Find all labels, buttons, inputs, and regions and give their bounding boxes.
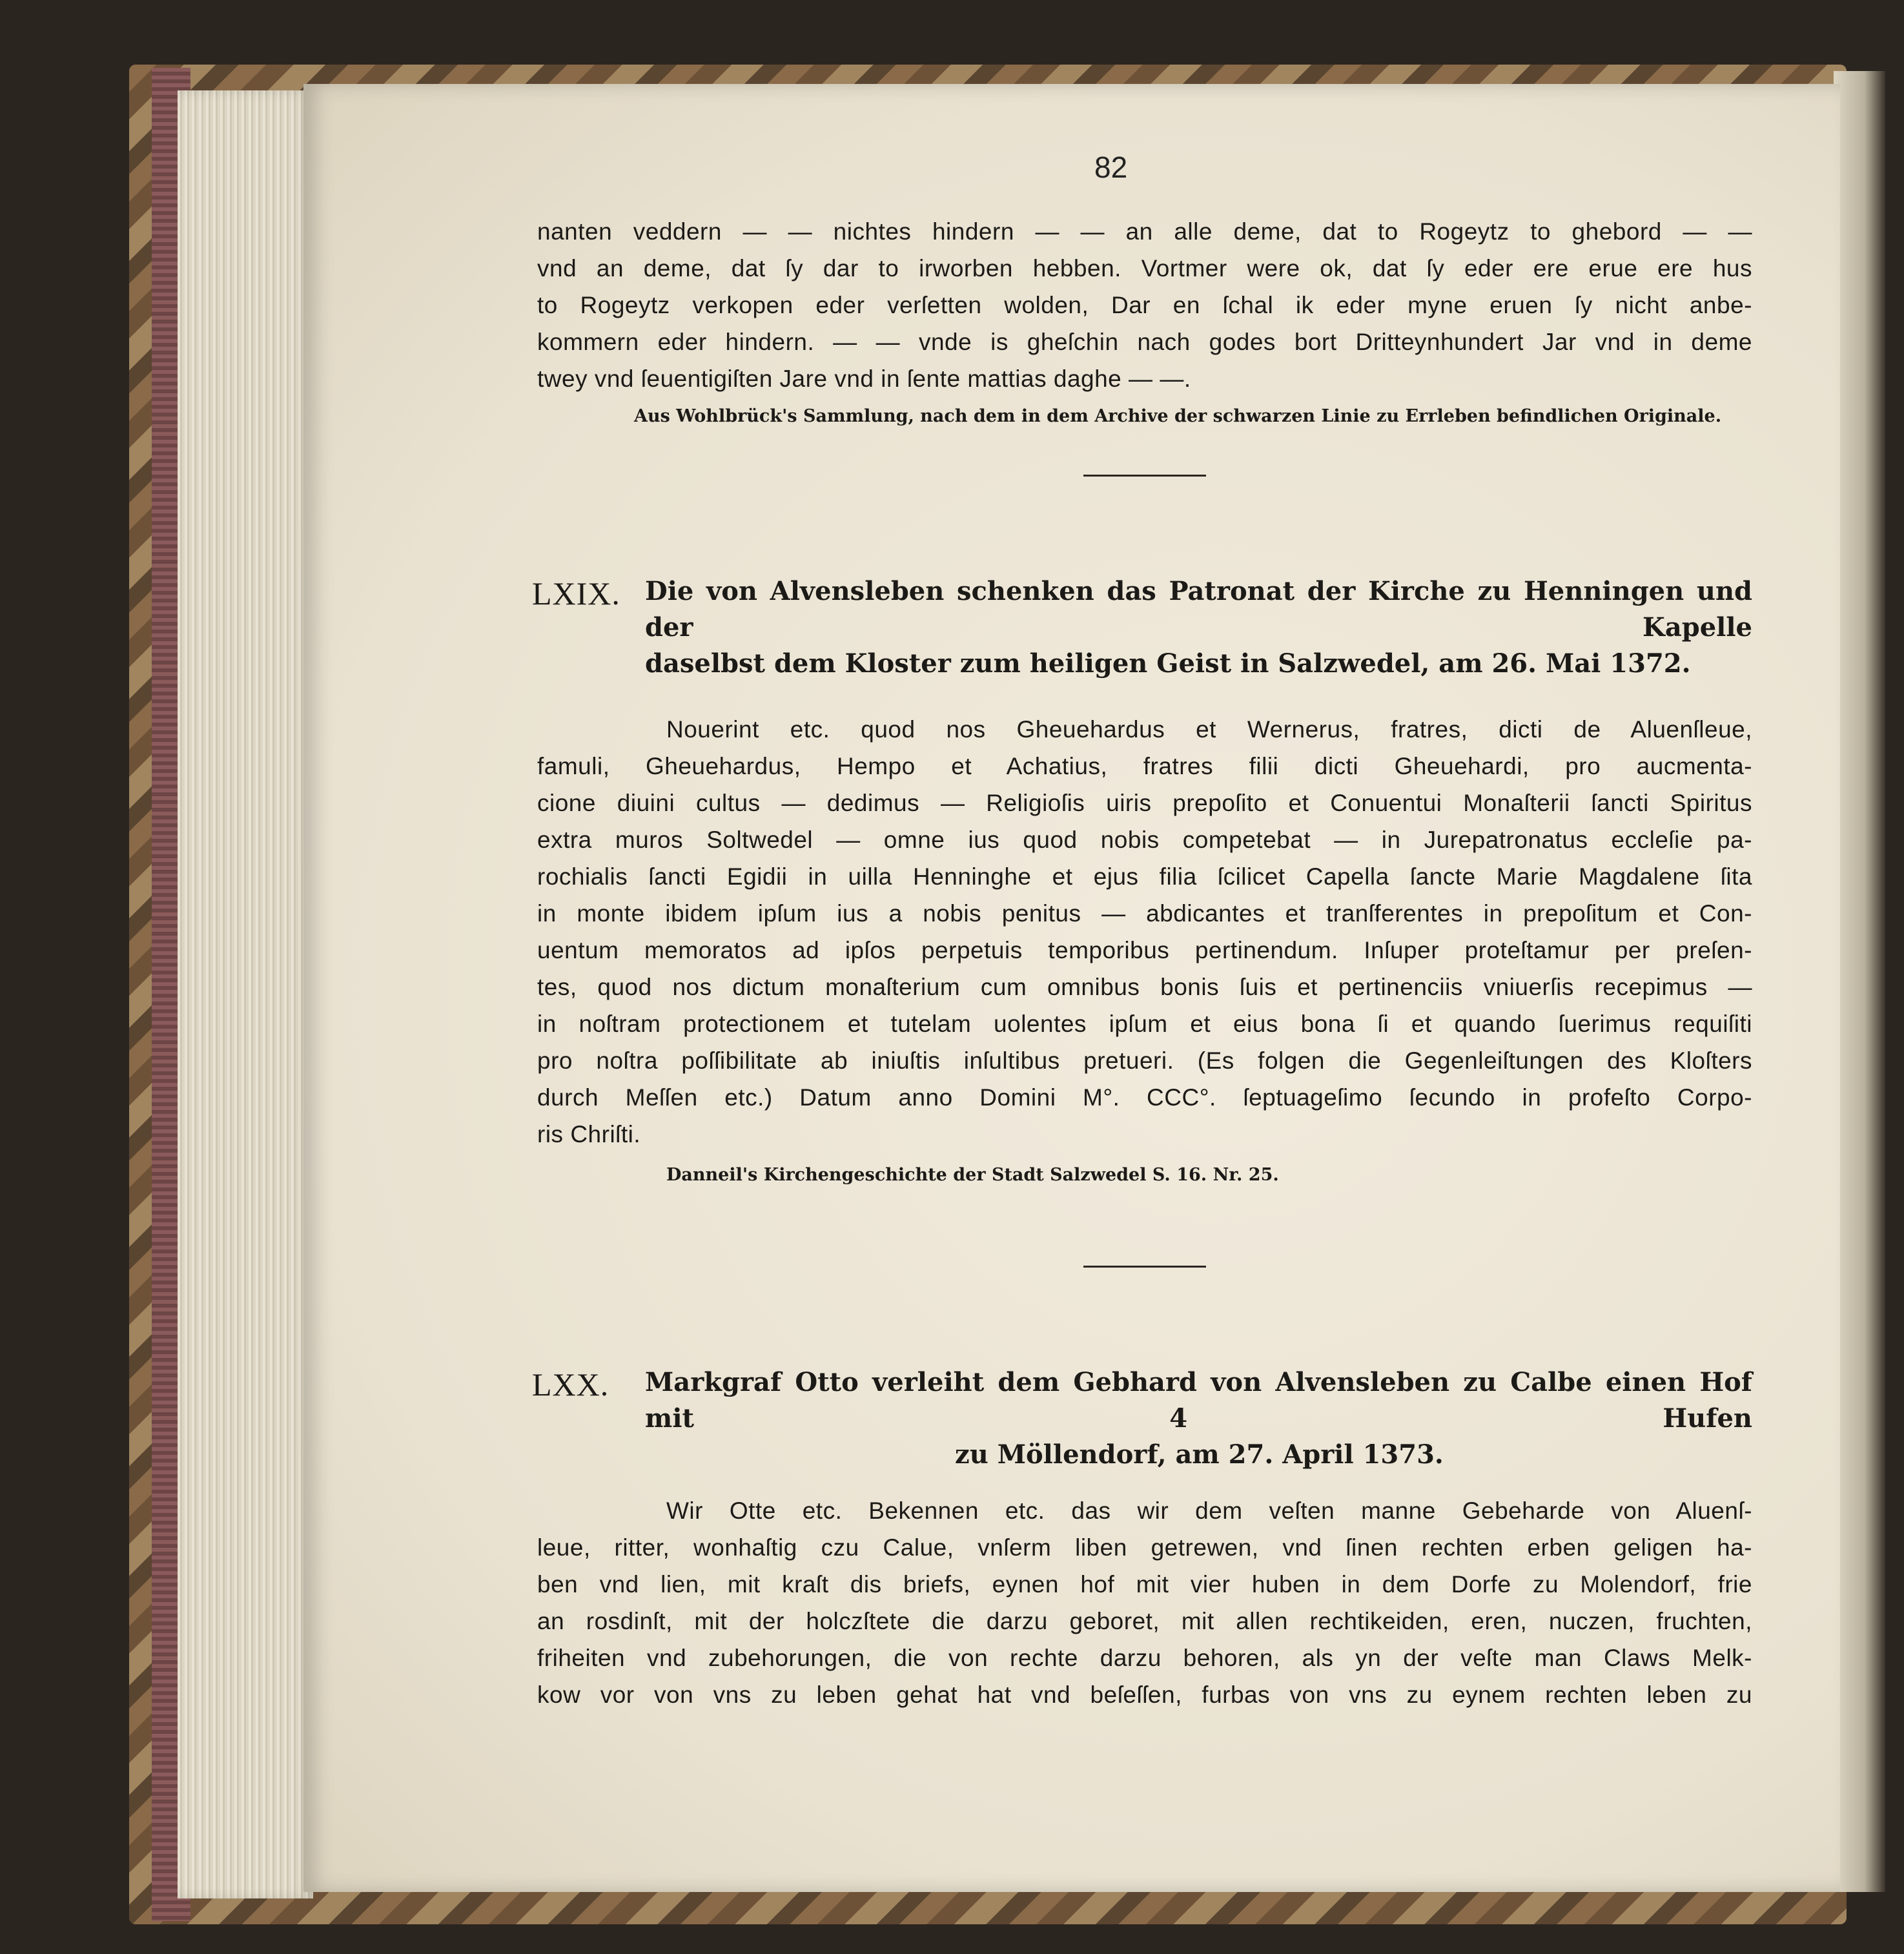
text-line: durch Meſſen etc.) Datum anno Domini M°. CCC°. ſeptuageſimo ſecundo in profeſto Corpo- bbox=[537, 1084, 1752, 1111]
document-number: LXX. bbox=[532, 1366, 609, 1403]
text-line: in noſtram protectionem et tutelam uolentes ipſum et eius bona ſi et quando ſuerimus requiſiti bbox=[537, 1011, 1752, 1037]
source-citation: Danneil's Kirchengeschichte der Stadt Salzwedel S. 16. Nr. 25. bbox=[666, 1165, 1279, 1185]
text-line: tes, quod nos dictum monaſterium cum omnibus bonis ſuis et pertinenciis vniuerſis recepimus — bbox=[537, 974, 1752, 1000]
document-heading-lxix bbox=[532, 573, 1752, 682]
text-line: friheiten vnd zubehorungen, die von rechte darzu behoren, als yn der veſte man Claws Melk- bbox=[537, 1645, 1752, 1671]
text-line: to Rogeytz verkopen eder verſetten wolden, Dar en ſchal ik eder myne eruen ſy nicht anbe- bbox=[537, 292, 1752, 318]
title-line: daselbst dem Kloster zum heiligen Geist in Salzwedel, am 26. Mai 1372. bbox=[645, 648, 1691, 679]
text-line: twey vnd ſeuentigiſten Jare vnd in ſente mattias daghe — —. bbox=[537, 365, 1191, 392]
text-line: ris Chriſti. bbox=[537, 1121, 641, 1147]
text-line: kow vor von vns zu leben gehat hat vnd beſeſſen, furbas von vns zu eynem rechten leben zu bbox=[537, 1681, 1752, 1708]
title-line: Markgraf Otto verleiht dem Gebhard von Alvensleben zu Calbe einen Hof mit 4 Hufen bbox=[645, 1367, 1752, 1434]
text-line: an rosdinſt, mit der holczſtete die darzu geboret, mit allen rechtikeiden, eren, nuczen, fruchten, bbox=[537, 1608, 1752, 1634]
document-title bbox=[645, 573, 1752, 682]
text-line: vnd an deme, dat ſy dar to irworben hebben. Vortmer were ok, dat ſy eder ere erue ere hus bbox=[537, 255, 1752, 282]
page-content bbox=[532, 213, 1752, 1713]
document-heading-lxx bbox=[532, 1364, 1752, 1473]
document-number: LXIX. bbox=[532, 575, 620, 612]
text-line: uentum memoratos ad ipſos perpetuis temporibus pertinendum. Inſuper proteſtamur per preſen- bbox=[537, 937, 1752, 963]
text-line: pro noſtra poſſibilitate ab iniuſtis inſultibus pretueri. (Es folgen die Gegenleiſtungen des Kloſters bbox=[537, 1047, 1752, 1074]
text-line: famuli, Gheuehardus, Hempo et Achatius, fratres filii dicti Gheuehardi, pro aucmenta- bbox=[537, 753, 1752, 779]
page-edges bbox=[178, 90, 313, 1898]
text-line: cione diuini cultus — dedimus — Religioſis uiris prepoſito et Conuentui Monaſterii ſancti Spiritus bbox=[537, 790, 1752, 816]
page-number: 82 bbox=[1094, 150, 1128, 184]
text-line: Nouerint etc. quod nos Gheuehardus et Wernerus, fratres, dicti de Aluenſleue, bbox=[666, 716, 1752, 743]
text-line: in monte ibidem ipſum ius a nobis penitus — abdicantes et tranſferentes in prepoſitum et Con- bbox=[537, 900, 1752, 927]
text-line: Wir Otte etc. Bekennen etc. das wir dem veſten manne Gebeharde von Aluenſ- bbox=[666, 1497, 1752, 1524]
source-citation: Aus Wohlbrück's Sammlung, nach dem in dem Archive der schwarzen Linie zu Errleben befindlichen Originale. bbox=[634, 406, 1722, 426]
text-line: kommern eder hindern. — — vnde is gheſchin nach godes bort Dritteynhundert Jar vnd in deme bbox=[537, 329, 1752, 355]
document-body-lxx bbox=[537, 1492, 1752, 1713]
right-page-edge bbox=[1834, 71, 1885, 1892]
text-line: leue, ritter, wonhaſtig czu Calue, vnſerm liben getrewen, vnd ſinen rechten erben geligen ha- bbox=[537, 1534, 1752, 1561]
title-line: Die von Alvensleben schenken das Patronat der Kirche zu Henningen und der Kapelle bbox=[645, 576, 1752, 643]
document-body-lxix bbox=[537, 711, 1752, 1153]
top-paragraph bbox=[537, 213, 1752, 397]
text-line: extra muros Soltwedel — omne ius quod nobis competebat — in Jurepatronatus eccleſie pa- bbox=[537, 827, 1752, 853]
document-title bbox=[645, 1364, 1752, 1473]
text-line: rochialis ſancti Egidii in uilla Henninghe et ejus filia ſcilicet Capella ſancte Marie Magdalene ſita bbox=[537, 863, 1752, 890]
text-line: ben vnd lien, mit kraſt dis briefs, eynen hof mit vier huben in dem Dorfe zu Molendorf, frie bbox=[537, 1571, 1752, 1598]
text-line: nanten veddern — — nichtes hindern — — an alle deme, dat to Rogeytz to ghebord — — bbox=[537, 218, 1752, 245]
title-line: zu Möllendorf, am 27. April 1373. bbox=[955, 1439, 1444, 1470]
